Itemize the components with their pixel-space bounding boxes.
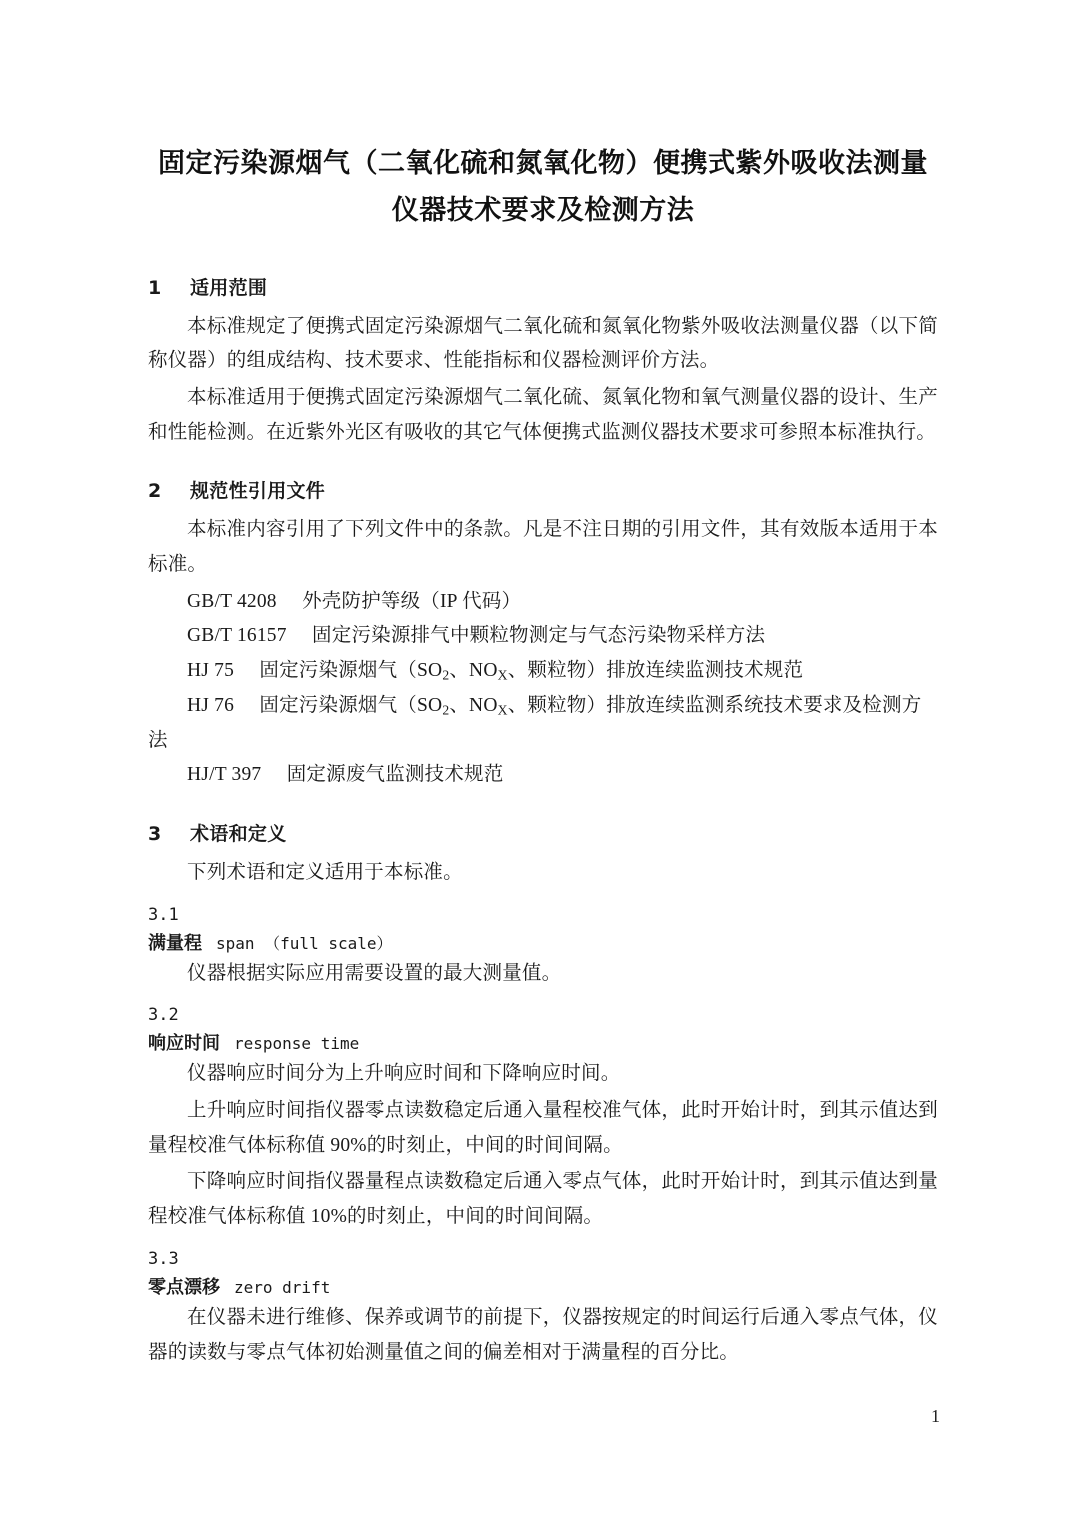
section-heading-3 (148, 819, 938, 846)
reference-code: GB/T 16157 (187, 625, 287, 647)
page-number: 1 (931, 1406, 940, 1426)
reference-title: 固定污染源烟气（$SO_2$、$NO_X$、颗粒物）排放连续监测系统技术要求及检测方法 (148, 694, 922, 751)
section-number-2: 2 (148, 480, 162, 503)
section-1-paragraph-1: 本标准规定了便携式固定污染源烟气二氧化硫和氮氧化物紫外吸收法测量仪器（以下简称仪器）的组成结构、技术要求、性能指标和仪器检测评价方法。 (148, 315, 938, 372)
term-name-cn: 零点漂移 (148, 1276, 220, 1298)
section-1-paragraph-2: 本标准适用于便携式固定污染源烟气二氧化硫、氮氧化物和氧气测量仪器的设计、生产和性能检测。在近紫外光区有吸收的其它气体便携式监测仪器技术要求可参照本标准执行。 (148, 386, 938, 443)
term-name-en: span （full scale） (216, 933, 393, 953)
reference-item (148, 619, 938, 654)
page-title: 固定污染源烟气（二氧化硫和氮氧化物）便携式紫外吸收法测量仪器技术要求及检测方法 (158, 148, 928, 227)
reference-title: 固定污染源排气中颗粒物测定与气态污染物采样方法 (312, 625, 766, 647)
section-2-paragraph-1: 本标准内容引用了下列文件中的条款。凡是不注日期的引用文件，其有效版本适用于本标准。 (148, 519, 938, 576)
section-heading-2 (148, 476, 938, 503)
section-number-3: 3 (148, 822, 162, 845)
section-title-1: 适用范围 (190, 276, 268, 299)
term-name-cn: 满量程 (148, 932, 202, 954)
term-definition: 仪器响应时间分为上升响应时间和下降响应时间。 (187, 1063, 621, 1085)
reference-title: 固定污染源烟气（$SO_2$、$NO_X$、颗粒物）排放连续监测技术规范 (259, 660, 804, 683)
term-definition-extra: 上升响应时间指仪器零点读数稳定后通入量程校准气体，此时开始计时，到其示值达到量程校准气体标称值 90%的时刻止，中间的时间间隔。 (148, 1100, 938, 1156)
reference-code: GB/T 4208 (187, 590, 277, 612)
section-heading-1 (148, 273, 938, 300)
reference-item (148, 654, 938, 689)
term-name-en: response time (234, 1034, 360, 1054)
document-content (148, 140, 938, 1372)
term-number: 3.1 (148, 904, 179, 925)
reference-item (148, 758, 938, 793)
section-3-paragraph-1: 下列术语和定义适用于本标准。 (187, 861, 463, 883)
term-number: 3.3 (148, 1248, 179, 1269)
term-definition-extra: 下降响应时间指仪器量程点读数稳定后通入零点气体，此时开始计时，到其示值达到量程校准气体标称值 10%的时刻止，中间的时间间隔。 (148, 1171, 938, 1228)
section-title-3: 术语和定义 (190, 822, 287, 845)
term-definition: 仪器根据实际应用需要设置的最大测量值。 (187, 962, 562, 984)
reference-title: 外壳防护等级（IP 代码） (302, 590, 522, 612)
reference-code: HJ/T 397 (187, 764, 262, 786)
term-entry (148, 1029, 938, 1055)
term-number: 3.2 (148, 1005, 179, 1026)
section-title-2: 规范性引用文件 (190, 480, 326, 503)
term-name-en: zero drift (234, 1277, 331, 1297)
term-definition: 在仪器未进行维修、保养或调节的前提下，仪器按规定的时间运行后通入零点气体，仪器的读数与零点气体初始测量值之间的偏差相对于满量程的百分比。 (148, 1306, 938, 1363)
term-name-cn: 响应时间 (148, 1033, 220, 1055)
reference-item (148, 689, 938, 758)
term-entry (148, 1273, 938, 1299)
term-entry (148, 929, 938, 955)
reference-title: 固定源废气监测技术规范 (286, 764, 504, 786)
section-number-1: 1 (148, 276, 162, 299)
reference-code: HJ 76 (187, 694, 235, 716)
reference-item (148, 585, 938, 620)
reference-code: HJ 75 (187, 660, 235, 682)
